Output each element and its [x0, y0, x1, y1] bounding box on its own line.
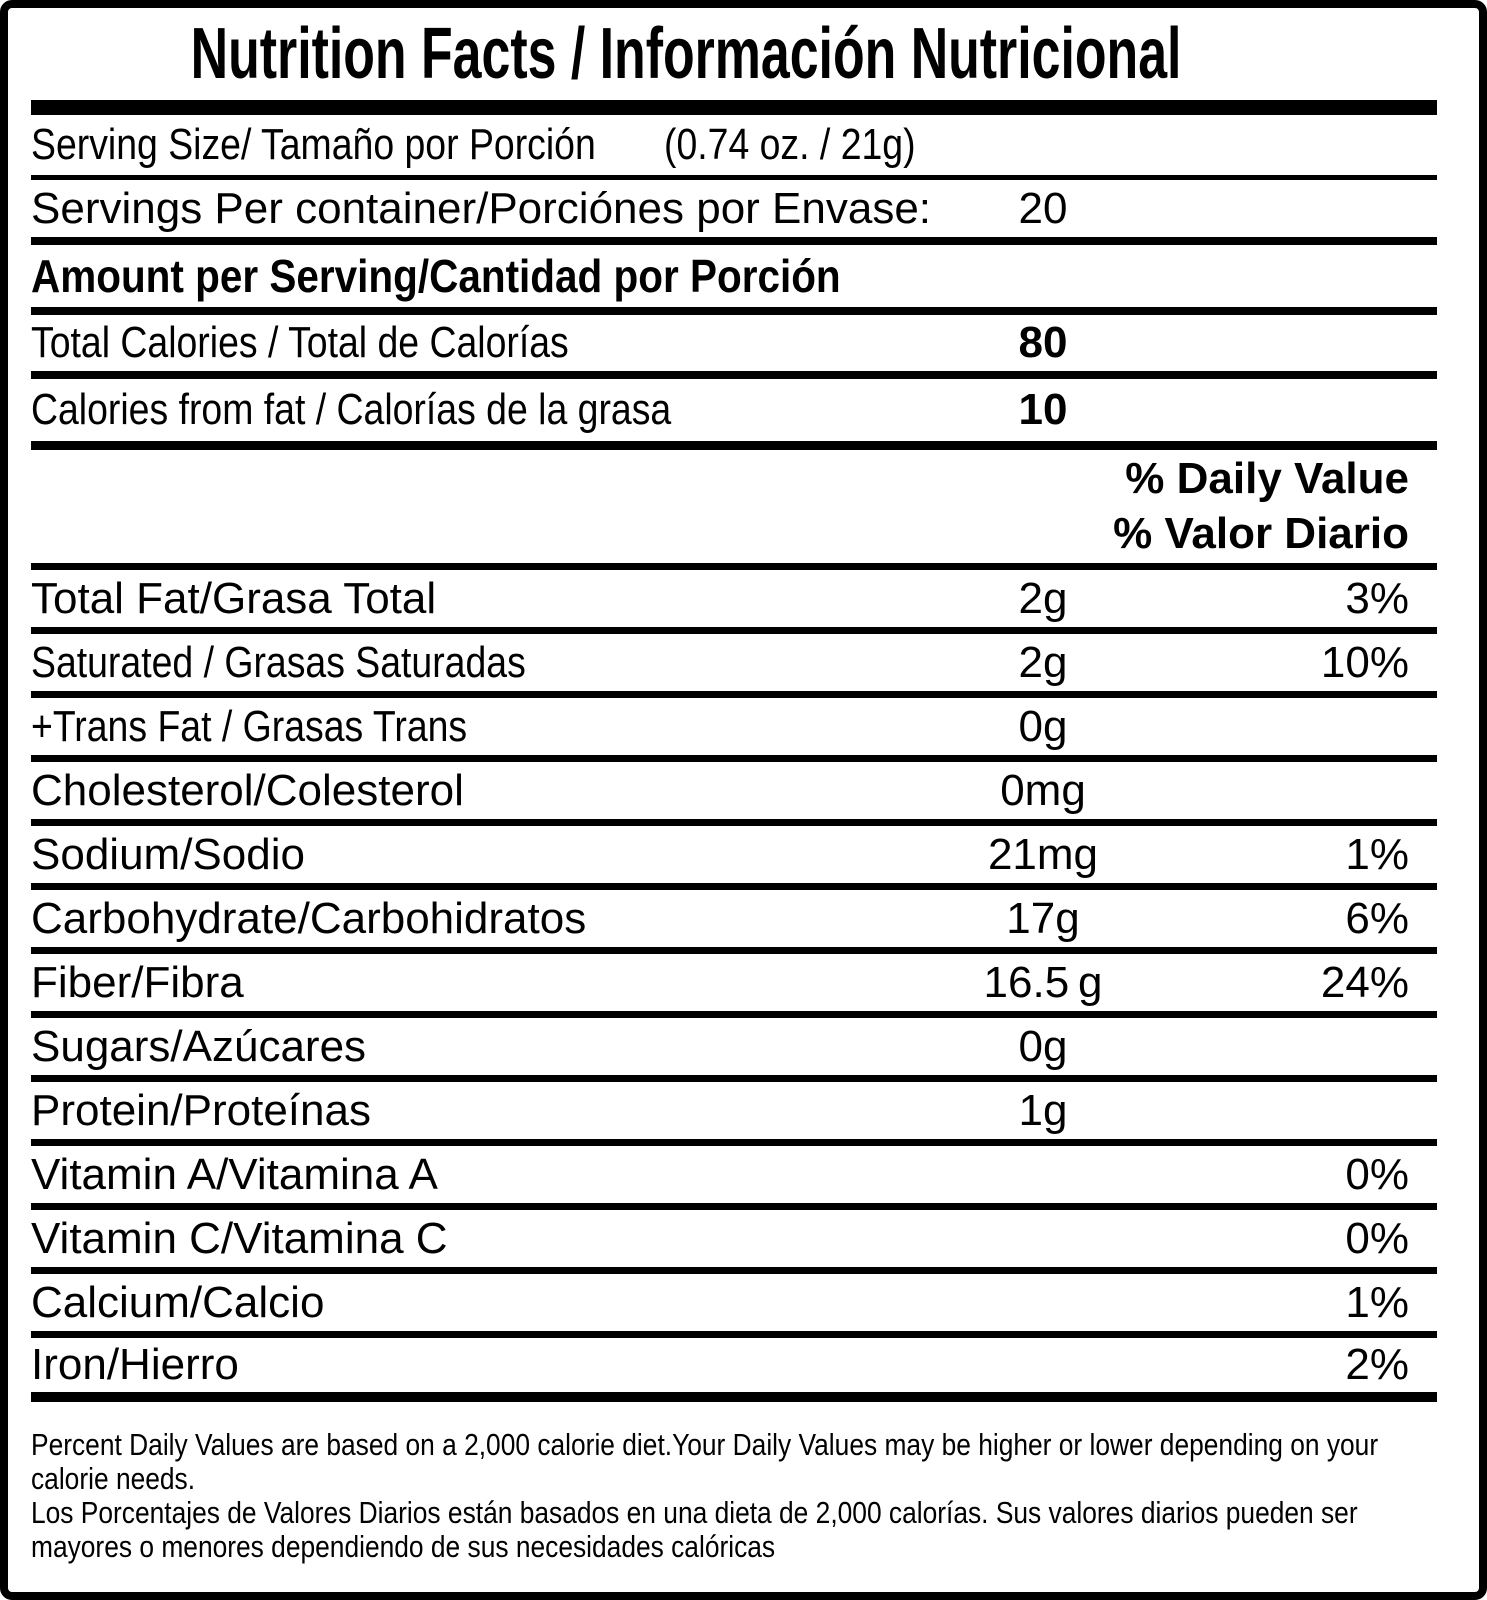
sodium-percent: 1%	[1345, 829, 1409, 879]
row-amount-per-serving	[31, 245, 1437, 315]
saturated-fat-value: 2g	[1018, 637, 1068, 687]
row-cholesterol	[31, 762, 1437, 826]
serving-size-label: Serving Size/ Tamaño por Porción	[31, 120, 596, 169]
daily-value-header-es: % Valor Diario	[1113, 508, 1409, 558]
row-carbohydrate	[31, 890, 1437, 954]
footnote-es-line2: mayores o menores dependiendo de sus necesidades calóricas	[31, 1529, 776, 1564]
vitamin-a-percent: 0%	[1345, 1149, 1409, 1199]
header-thick-rule	[31, 100, 1437, 115]
footnote-es-line1: Los Porcentajes de Valores Diarios están basados en una dieta de 2,000 calorías. Sus valores diarios pueden ser	[31, 1495, 1358, 1530]
row-saturated-fat	[31, 634, 1437, 698]
sugars-value: 0g	[1018, 1021, 1068, 1071]
servings-per-container-label: Servings Per container/Porciónes por Envase:	[31, 183, 932, 233]
row-sugars	[31, 1018, 1437, 1082]
sodium-value: 21mg	[987, 829, 1099, 879]
row-sodium	[31, 826, 1437, 890]
calcium-label: Calcium/Calcio	[31, 1277, 325, 1327]
vitamin-a-label: Vitamin A/Vitamina A	[31, 1149, 438, 1199]
iron-label: Iron/Hierro	[31, 1340, 239, 1389]
row-calories-from-fat	[31, 379, 1437, 450]
protein-label: Protein/Proteínas	[31, 1085, 371, 1135]
cholesterol-label: Cholesterol/Colesterol	[31, 765, 464, 815]
footnote-english	[31, 1428, 1437, 1496]
fiber-value: 16.5 g	[983, 957, 1103, 1007]
total-fat-value: 2g	[1018, 573, 1068, 623]
daily-value-header-en: % Daily Value	[1125, 454, 1409, 504]
row-vitamin-c	[31, 1210, 1437, 1274]
carbohydrate-percent: 6%	[1345, 893, 1409, 943]
vitamin-c-percent: 0%	[1345, 1213, 1409, 1263]
servings-per-container-value: 20	[1018, 183, 1068, 233]
row-serving-size	[31, 115, 1437, 180]
label-title: Nutrition Facts / Información Nutricional	[190, 14, 1182, 94]
footnote	[31, 1402, 1437, 1564]
footnote-spanish	[31, 1496, 1437, 1564]
calcium-percent: 1%	[1345, 1277, 1409, 1327]
sugars-label: Sugars/Azúcares	[31, 1021, 367, 1071]
trans-fat-value: 0g	[1018, 701, 1068, 751]
total-calories-value: 80	[1018, 318, 1068, 367]
fiber-percent: 24%	[1320, 957, 1409, 1007]
row-servings-per-container	[31, 180, 1437, 245]
cholesterol-value: 0mg	[1000, 765, 1086, 815]
row-fiber	[31, 954, 1437, 1018]
row-iron	[31, 1338, 1437, 1402]
daily-value-header	[31, 450, 1437, 570]
row-total-fat	[31, 570, 1437, 634]
footnote-en-line2: calorie needs.	[31, 1461, 196, 1496]
saturated-fat-label: Saturated / Grasas Saturadas	[31, 637, 526, 687]
total-calories-label: Total Calories / Total de Calorías	[31, 318, 569, 367]
calories-from-fat-value: 10	[1018, 385, 1068, 434]
serving-size-value: (0.74 oz. / 21g)	[664, 120, 916, 169]
trans-fat-label: +Trans Fat / Grasas Trans	[31, 701, 468, 751]
row-calcium	[31, 1274, 1437, 1338]
vitamin-c-label: Vitamin C/Vitamina C	[31, 1213, 448, 1263]
saturated-fat-percent: 10%	[1320, 637, 1409, 687]
iron-percent: 2%	[1345, 1340, 1409, 1389]
sodium-label: Sodium/Sodio	[31, 829, 305, 879]
fiber-label: Fiber/Fibra	[31, 957, 244, 1007]
label-content	[31, 8, 1437, 1564]
calories-from-fat-label: Calories from fat / Calorías de la grasa	[31, 385, 672, 434]
row-vitamin-a	[31, 1146, 1437, 1210]
total-fat-label: Total Fat/Grasa Total	[31, 573, 437, 623]
total-fat-percent: 3%	[1345, 573, 1409, 623]
footnote-en-line1: Percent Daily Values are based on a 2,000 calorie diet.Your Daily Values may be higher or lower depending on your	[31, 1427, 1379, 1462]
row-total-calories	[31, 315, 1437, 379]
protein-value: 1g	[1018, 1085, 1068, 1135]
row-protein	[31, 1082, 1437, 1146]
carbohydrate-value: 17g	[1006, 893, 1080, 943]
label-header	[31, 8, 1437, 100]
carbohydrate-label: Carbohydrate/Carbohidratos	[31, 893, 587, 943]
row-trans-fat	[31, 698, 1437, 762]
amount-per-serving-label: Amount per Serving/Cantidad por Porción	[31, 250, 841, 302]
